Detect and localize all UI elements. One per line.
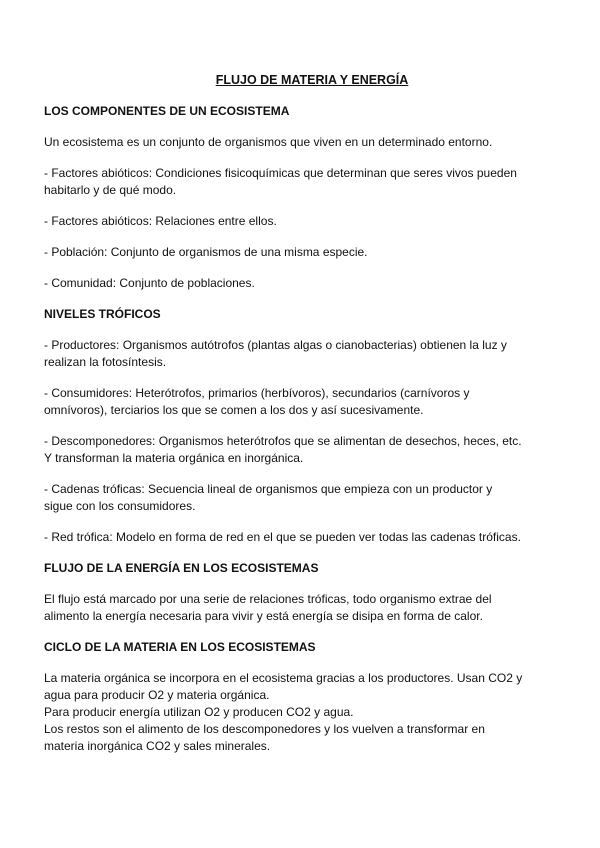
paragraph [44, 213, 564, 230]
text-line: Un ecosistema es un conjunto de organismos que viven en un determinado entorno. [44, 135, 493, 149]
paragraph [44, 165, 564, 199]
text-line: sigue con los consumidores. [44, 499, 196, 513]
paragraph [44, 244, 564, 261]
text-line: alimento la energía necesaria para vivir y está energía se disipa en forma de calor. [44, 609, 483, 623]
paragraph [44, 337, 564, 371]
paragraph [44, 529, 564, 546]
section-ciclo-materia [44, 639, 564, 755]
paragraph [44, 385, 564, 419]
text-line: Y transforman la materia orgánica en inorgánica. [44, 451, 304, 465]
text-line: - Cadenas tróficas: Secuencia lineal de organismos que empieza con un productor y [44, 482, 493, 496]
paragraph [44, 134, 564, 151]
text-line: - Factores abióticos: Condiciones fisicoquímicas que determinan que seres vivos pueden [44, 166, 517, 180]
section-heading: CICLO DE LA MATERIA EN LOS ECOSISTEMAS [44, 640, 316, 654]
text-line: - Red trófica: Modelo en forma de red en el que se pueden ver todas las cadenas tróficas. [44, 530, 521, 544]
text-line: realizan la fotosíntesis. [44, 355, 167, 369]
paragraph [44, 670, 564, 755]
text-line: La materia orgánica se incorpora en el ecosistema gracias a los productores. Usan CO2 y [44, 671, 523, 685]
section-heading: FLUJO DE LA ENERGÍA EN LOS ECOSISTEMAS [44, 561, 319, 575]
paragraph [44, 433, 564, 467]
text-line: habitarlo y de qué modo. [44, 183, 177, 197]
text-line: El flujo está marcado por una serie de relaciones tróficas, todo organismo extrae del [44, 592, 492, 606]
section-heading: LOS COMPONENTES DE UN ECOSISTEMA [44, 104, 290, 118]
text-line: - Descomponedores: Organismos heterótrofos que se alimentan de desechos, heces, etc. [44, 434, 522, 448]
paragraph [44, 591, 564, 625]
text-line: - Población: Conjunto de organismos de una misma especie. [44, 245, 368, 259]
section-flujo-energia [44, 560, 564, 625]
section-heading: NIVELES TRÓFICOS [44, 307, 161, 321]
text-line: agua para producir O2 y materia orgánica. [44, 688, 270, 702]
paragraph [44, 481, 564, 515]
text-line: Los restos son el alimento de los descomponedores y los vuelven a transformar en [44, 722, 485, 736]
text-line: - Comunidad: Conjunto de poblaciones. [44, 276, 255, 290]
paragraph [44, 275, 564, 292]
section-niveles-troficos [44, 306, 564, 546]
text-line: Para producir energía utilizan O2 y producen CO2 y agua. [44, 705, 354, 719]
section-componentes [44, 103, 564, 292]
document-page [44, 72, 564, 769]
text-line: omnívoros), terciarios los que se comen a los dos y así sucesivamente. [44, 403, 424, 417]
text-line: - Consumidores: Heterótrofos, primarios (herbívoros), secundarios (carnívoros y [44, 386, 470, 400]
text-line: - Factores abióticos: Relaciones entre ellos. [44, 214, 277, 228]
text-line: - Productores: Organismos autótrofos (plantas algas o cianobacterias) obtienen la luz y [44, 338, 507, 352]
text-line: materia inorgánica CO2 y sales minerales. [44, 739, 271, 753]
document-title: FLUJO DE MATERIA Y ENERGÍA [215, 73, 409, 87]
